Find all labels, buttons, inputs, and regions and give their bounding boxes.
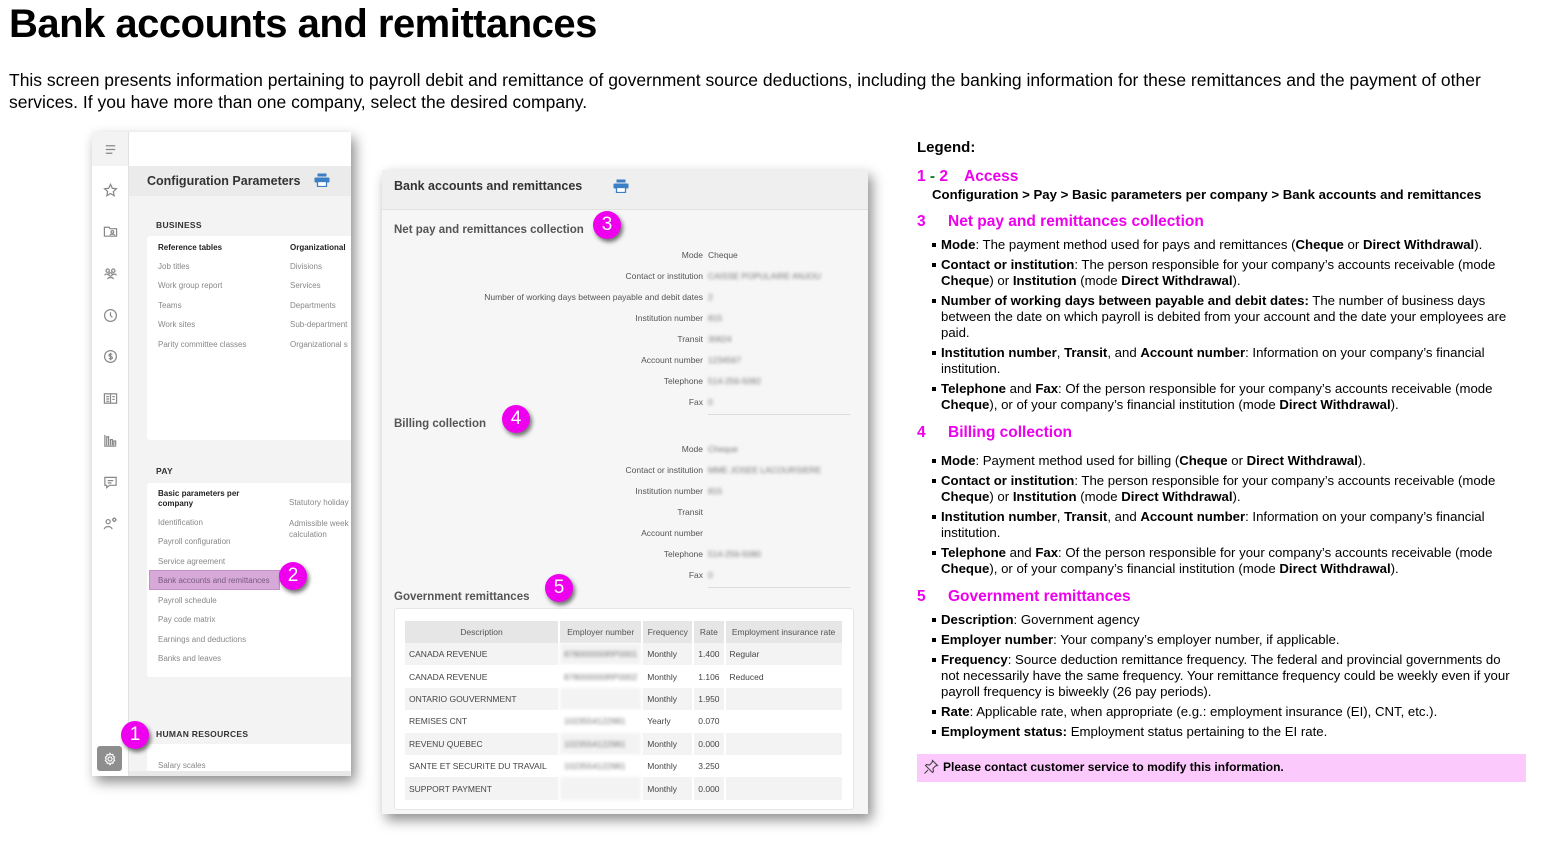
legend-item: [932, 473, 1517, 505]
table-header-row: [405, 621, 843, 643]
table-row[interactable]: [405, 755, 843, 777]
people-icon: [103, 266, 118, 281]
bar-chart-icon: [103, 433, 118, 448]
menu-link[interactable]: Services: [290, 281, 321, 290]
legend-term: Account number: [1140, 509, 1246, 524]
cell-ei-rate: [725, 733, 843, 755]
legend-text: Employment status pertaining to the EI rate.: [1067, 724, 1328, 739]
field-label: Fax: [688, 570, 703, 580]
legend-item: [932, 293, 1517, 341]
billing-title: Billing collection: [394, 418, 487, 430]
cell-frequency: Monthly: [642, 733, 693, 755]
config-header: [129, 166, 351, 196]
legend-access-num-b: 2: [939, 168, 949, 185]
cell-ei-rate: [725, 710, 843, 732]
field-label: Transit: [677, 507, 703, 517]
bank-title: Bank accounts and remittances: [394, 179, 583, 193]
cell-employer-number: [559, 688, 642, 710]
legend-text: : Information on your company’s financial institution.: [941, 509, 1485, 540]
employees-button[interactable]: [92, 266, 128, 281]
legend-sec5-list: [932, 612, 1517, 744]
menu-link-bank-accounts[interactable]: Bank accounts and remittances: [158, 576, 270, 585]
pay-card: [147, 483, 351, 677]
legend-access-dash: -: [925, 168, 940, 185]
bank-header: [382, 170, 868, 210]
legend-text: ,: [1056, 509, 1065, 524]
table-row[interactable]: [405, 733, 843, 755]
reference-tables-heading: Reference tables: [158, 243, 223, 252]
col-frequency[interactable]: Frequency: [642, 621, 693, 643]
cell-ei-rate: [725, 688, 843, 710]
legend-text: : Payment method used for billing (: [975, 453, 1180, 468]
field-value: 30624: [708, 334, 732, 344]
cell-rate: 1.400: [693, 643, 724, 665]
table-row[interactable]: [405, 777, 843, 799]
legend-sec5-num: 5: [917, 588, 926, 605]
badge-1: 1: [121, 721, 149, 749]
legend-item: [932, 632, 1517, 648]
legend-term: Cheque: [941, 561, 990, 576]
menu-link[interactable]: Admissible week calculation: [289, 519, 349, 539]
field-label: Account number: [641, 528, 703, 538]
legend-term: Transit: [1064, 345, 1108, 360]
legend-term: Fax: [1035, 545, 1059, 560]
cell-rate: 3.250: [693, 755, 724, 777]
cell-frequency: Monthly: [642, 688, 693, 710]
cell-description: REMISES CNT: [405, 710, 559, 732]
field-label: Transit: [677, 334, 703, 344]
badge-4: 4: [502, 405, 530, 433]
legend-text: or: [1227, 453, 1247, 468]
time-button[interactable]: [92, 308, 128, 323]
legend-sec3-heading: [917, 214, 1204, 230]
cell-rate: 0.000: [693, 733, 724, 755]
field-label: Number of working days between payable and debit dates: [484, 292, 703, 302]
badge-5: 5: [545, 574, 573, 602]
legend-text: or: [1343, 237, 1363, 252]
field-value: 815: [708, 313, 723, 323]
legend-text: : Of the person responsible for your company’s accounts receivable (mode: [1058, 381, 1493, 396]
note-text: Please contact customer service to modify this information.: [943, 760, 1284, 774]
field-value: 2: [708, 292, 713, 302]
organizational-heading: Organizational: [290, 243, 346, 252]
message-icon: [103, 475, 118, 490]
cell-employer-number: 1023554122981: [559, 733, 642, 755]
configuration-button[interactable]: [97, 746, 122, 771]
badge-3: 3: [593, 211, 621, 239]
cell-description: CANADA REVENUE: [405, 665, 559, 687]
reports-button[interactable]: [92, 433, 128, 448]
legend-term: Direct Withdrawal: [1121, 489, 1233, 504]
menu-button[interactable]: [92, 132, 128, 166]
basic-parameters-heading: Basic parameters per company: [158, 489, 240, 508]
legend-term: Institution: [1012, 489, 1077, 504]
legend-item: [932, 453, 1517, 469]
business-card: [147, 236, 351, 440]
gear-icon: [103, 752, 117, 766]
legend-term: Contact or institution: [941, 257, 1075, 272]
field-value: 0: [708, 570, 713, 580]
cell-frequency: Monthly: [642, 643, 693, 665]
field-value: Cheque: [708, 444, 738, 454]
cell-description: REVENU QUEBEC: [405, 733, 559, 755]
cell-rate: 0.000: [693, 777, 724, 799]
gov-table-card: [394, 608, 854, 810]
cell-employer-number: 878000000RP0002: [559, 665, 642, 687]
legend-text: ) or: [989, 489, 1013, 504]
cell-employer-number: 1023554122981: [559, 710, 642, 732]
legend-text: : The payment method used for pays and remittances (: [975, 237, 1296, 252]
legend-sec4-list: [932, 453, 1517, 581]
legend-term: Institution: [1012, 273, 1077, 288]
legend-term: Contact or institution: [941, 473, 1075, 488]
legend-term: Number of working days between payable and debit dates:: [941, 293, 1309, 308]
legend-term: Direct Withdrawal: [1279, 397, 1391, 412]
legend-term: Direct Withdrawal: [1279, 561, 1391, 576]
menu-link[interactable]: Statutory holiday: [289, 498, 349, 507]
favorites-button[interactable]: [92, 183, 128, 198]
clock-icon: [103, 308, 118, 323]
print-icon[interactable]: [314, 173, 330, 187]
legend-sec3-list: [932, 237, 1517, 417]
legend-access-path: Configuration > Pay > Basic parameters per company > Bank accounts and remittances: [932, 187, 1482, 202]
page-title: Bank accounts and remittances: [9, 2, 597, 46]
print-icon[interactable]: [613, 179, 629, 193]
legend-text: : The person responsible for your company’s accounts receivable (mode: [1074, 473, 1496, 488]
table-row[interactable]: [405, 665, 843, 687]
cell-rate: 1.106: [693, 665, 724, 687]
menu-link[interactable]: Banks and leaves: [158, 654, 222, 663]
legend-text: The number of business days between the date on which payroll is debited from your account and the date your employees are paid.: [941, 293, 1507, 340]
legend-item: [932, 545, 1517, 577]
menu-link[interactable]: Identification: [158, 518, 203, 527]
legend-access-label: Access: [964, 168, 1019, 185]
config-title: Configuration Parameters: [147, 174, 301, 188]
cell-ei-rate: [725, 755, 843, 777]
cell-description: ONTARIO GOUVERNMENT: [405, 688, 559, 710]
legend-term: Direct Withdrawal: [1121, 273, 1233, 288]
menu-link[interactable]: Payroll schedule: [158, 596, 217, 605]
legend-sec5-label: Government remittances: [948, 588, 1131, 605]
field-label: Telephone: [663, 549, 703, 559]
legend-term: Employer number: [941, 632, 1054, 647]
legend-text: (mode: [1076, 489, 1122, 504]
cell-rate: 1.950: [693, 688, 724, 710]
documents-button[interactable]: [92, 224, 128, 239]
legend-text: : Source deduction remittance frequency. The federal and provincial governments do not necessarily have the same frequency. Your remittance frequency could be weekly even if your payroll frequency is biweekly (26 pay periods).: [941, 652, 1510, 699]
legend-text: ).: [1357, 453, 1366, 468]
field-value: 514-256-5082: [708, 376, 761, 386]
legend-term: Cheque: [941, 273, 990, 288]
field-label: Fax: [688, 397, 703, 407]
legend-item: [932, 257, 1517, 289]
cell-ei-rate: Reduced: [725, 665, 843, 687]
hr-section-title: HUMAN RESOURCES: [156, 729, 249, 739]
menu-link[interactable]: Departments: [290, 301, 336, 310]
legend-access-heading: [917, 169, 1018, 185]
legend-item: [932, 704, 1517, 720]
pay-button[interactable]: [92, 349, 128, 364]
cell-employer-number: [559, 777, 642, 799]
legend-term: Transit: [1064, 509, 1108, 524]
legend-title: Legend:: [917, 139, 976, 156]
table-row[interactable]: [405, 688, 843, 710]
cell-frequency: Monthly: [642, 665, 693, 687]
menu-link[interactable]: Organizational s: [290, 340, 348, 349]
star-icon: [103, 183, 118, 198]
legend-text: ).: [1232, 489, 1241, 504]
legend-item: [932, 724, 1517, 740]
legend-term: Fax: [1035, 381, 1059, 396]
legend-sec4-heading: [917, 425, 1072, 441]
field-label: Contact or institution: [625, 465, 703, 475]
divider: [708, 414, 850, 415]
cell-ei-rate: Regular: [725, 643, 843, 665]
cell-employer-number: 878000000RP0001: [559, 643, 642, 665]
legend-text: , and: [1107, 509, 1141, 524]
legend-text: ), or of your company’s financial institution (mode: [989, 561, 1280, 576]
legend-item: [932, 652, 1517, 700]
page-intro: This screen presents information pertaining to payroll debit and remittance of government source deductions, including the banking information for these remittances and the payment of other services. If you have more than one company, select the desired company.: [9, 70, 1481, 112]
legend-item: [932, 237, 1517, 253]
legend-term: Telephone: [941, 381, 1006, 396]
legend-term: Direct Withdrawal: [1362, 237, 1475, 252]
note-box: [917, 754, 1526, 782]
field-label: Mode: [681, 444, 703, 454]
gov-title: Government remittances: [394, 591, 530, 603]
legend-text: ).: [1232, 273, 1241, 288]
legend-text: : Government agency: [1013, 612, 1140, 627]
legend-access-num-a: 1: [917, 168, 926, 185]
menu-link[interactable]: Sub-department: [290, 320, 348, 329]
field-value: 514-256-5080: [708, 549, 761, 559]
legend-text: (mode: [1076, 273, 1122, 288]
legend-text: ).: [1390, 397, 1399, 412]
legend-text: and: [1005, 545, 1036, 560]
menu-link[interactable]: Work sites: [158, 320, 196, 329]
gov-remittances-table: [405, 621, 844, 800]
cell-rate: 0.070: [693, 710, 724, 732]
messages-button[interactable]: [92, 475, 128, 490]
divider: [708, 587, 850, 588]
menu-link[interactable]: Teams: [158, 301, 182, 310]
field-label: Contact or institution: [625, 271, 703, 281]
cell-frequency: Yearly: [642, 710, 693, 732]
business-section-title: BUSINESS: [156, 220, 202, 230]
legend-text: and: [1005, 381, 1036, 396]
legend-item: [932, 509, 1517, 541]
field-label: Institution number: [635, 313, 703, 323]
pay-section-title: PAY: [156, 466, 173, 476]
col-description[interactable]: Description: [405, 621, 559, 643]
legend-text: ), or of your company’s financial institution (mode: [989, 397, 1280, 412]
cell-employer-number: 1023554122981: [559, 755, 642, 777]
legend-term: Direct Withdrawal: [1246, 453, 1358, 468]
net-pay-title: Net pay and remittances collection: [394, 224, 584, 236]
legend-text: , and: [1107, 345, 1141, 360]
legend-term: Mode: [941, 237, 976, 252]
legend-term: Institution number: [941, 509, 1057, 524]
ledger-button[interactable]: [92, 391, 128, 406]
legend-text: : Of the person responsible for your company’s accounts receivable (mode: [1058, 545, 1493, 560]
field-value: CAISSE POPULAIRE ANJOU: [708, 271, 821, 281]
col-ei-rate[interactable]: Employment insurance rate: [725, 621, 843, 643]
top-bar: [129, 132, 351, 166]
legend-item: [932, 381, 1517, 413]
field-label: Telephone: [663, 376, 703, 386]
legend-term: Cheque: [941, 397, 990, 412]
field-value: 815: [708, 486, 723, 496]
legend-term: Cheque: [1295, 237, 1344, 252]
legend-text: ).: [1390, 561, 1399, 576]
legend-sec4-label: Billing collection: [948, 424, 1073, 441]
legend-term: Employment status:: [941, 724, 1068, 739]
legend-term: Mode: [941, 453, 976, 468]
legend-text: ) or: [989, 273, 1013, 288]
cell-description: SUPPORT PAYMENT: [405, 777, 559, 799]
legend-text: : Information on your company’s financial institution.: [941, 345, 1485, 376]
legend-text: ).: [1474, 237, 1483, 252]
legend-item: [932, 612, 1517, 628]
table-row[interactable]: [405, 643, 843, 665]
menu-link[interactable]: Earnings and deductions: [158, 635, 247, 644]
badge-2: 2: [279, 562, 307, 590]
menu-link[interactable]: Job titles: [158, 262, 190, 271]
legend-sec3-label: Net pay and remittances collection: [948, 213, 1204, 230]
cell-description: CANADA REVENUE: [405, 643, 559, 665]
field-value: 0: [708, 397, 713, 407]
bottom-bar: [129, 771, 351, 776]
cell-description: SANTE ET SECURITE DU TRAVAIL: [405, 755, 559, 777]
legend-term: Institution number: [941, 345, 1057, 360]
legend-text: : Applicable rate, when appropriate (e.g.: employment insurance (EI), CNT, etc.).: [969, 704, 1438, 719]
menu-link[interactable]: Payroll configuration: [158, 537, 231, 546]
legend-text: ,: [1056, 345, 1065, 360]
ledger-icon: [103, 391, 118, 406]
field-value: 1234567: [708, 355, 742, 365]
cell-frequency: Monthly: [642, 777, 693, 799]
legend-term: Cheque: [941, 489, 990, 504]
user-settings-icon: [103, 516, 118, 531]
legend-term: Account number: [1140, 345, 1246, 360]
bank-panel-screenshot: [382, 170, 868, 814]
icon-rail: [92, 132, 129, 776]
menu-link[interactable]: Parity committee classes: [158, 340, 247, 349]
legend-sec3-num: 3: [917, 213, 926, 230]
legend-sec5-heading: [917, 589, 1131, 605]
legend-text: : The person responsible for your company’s accounts receivable (mode: [1074, 257, 1496, 272]
col-employer-number[interactable]: Employer number: [559, 621, 642, 643]
user-settings-button[interactable]: [92, 516, 128, 531]
menu-link[interactable]: Pay code matrix: [158, 615, 216, 624]
menu-icon: [103, 142, 118, 157]
legend-term: Cheque: [1179, 453, 1228, 468]
menu-link[interactable]: Work group report: [158, 281, 223, 290]
cell-frequency: Monthly: [642, 755, 693, 777]
col-rate[interactable]: Rate: [693, 621, 724, 643]
field-value: MME JOSEE LACOURSIERE: [708, 465, 822, 475]
cell-ei-rate: [725, 777, 843, 799]
field-label: Institution number: [635, 486, 703, 496]
legend-term: Frequency: [941, 652, 1008, 667]
field-label: Mode: [681, 250, 703, 260]
config-panel-screenshot: [92, 132, 351, 776]
menu-link[interactable]: Salary scales: [158, 761, 206, 770]
legend-term: Description: [941, 612, 1014, 627]
dollar-icon: [103, 349, 118, 364]
pin-icon: [923, 759, 939, 775]
menu-link[interactable]: Service agreement: [158, 557, 226, 566]
legend-item: [932, 345, 1517, 377]
folder-person-icon: [103, 224, 118, 239]
legend-sec4-num: 4: [917, 424, 926, 441]
legend-term: Rate: [941, 704, 970, 719]
table-row[interactable]: [405, 710, 843, 732]
field-label: Account number: [641, 355, 703, 365]
field-value: Cheque: [708, 250, 738, 260]
legend-term: Telephone: [941, 545, 1006, 560]
legend-text: : Your company’s employer number, if applicable.: [1053, 632, 1340, 647]
menu-link[interactable]: Divisions: [290, 262, 323, 271]
